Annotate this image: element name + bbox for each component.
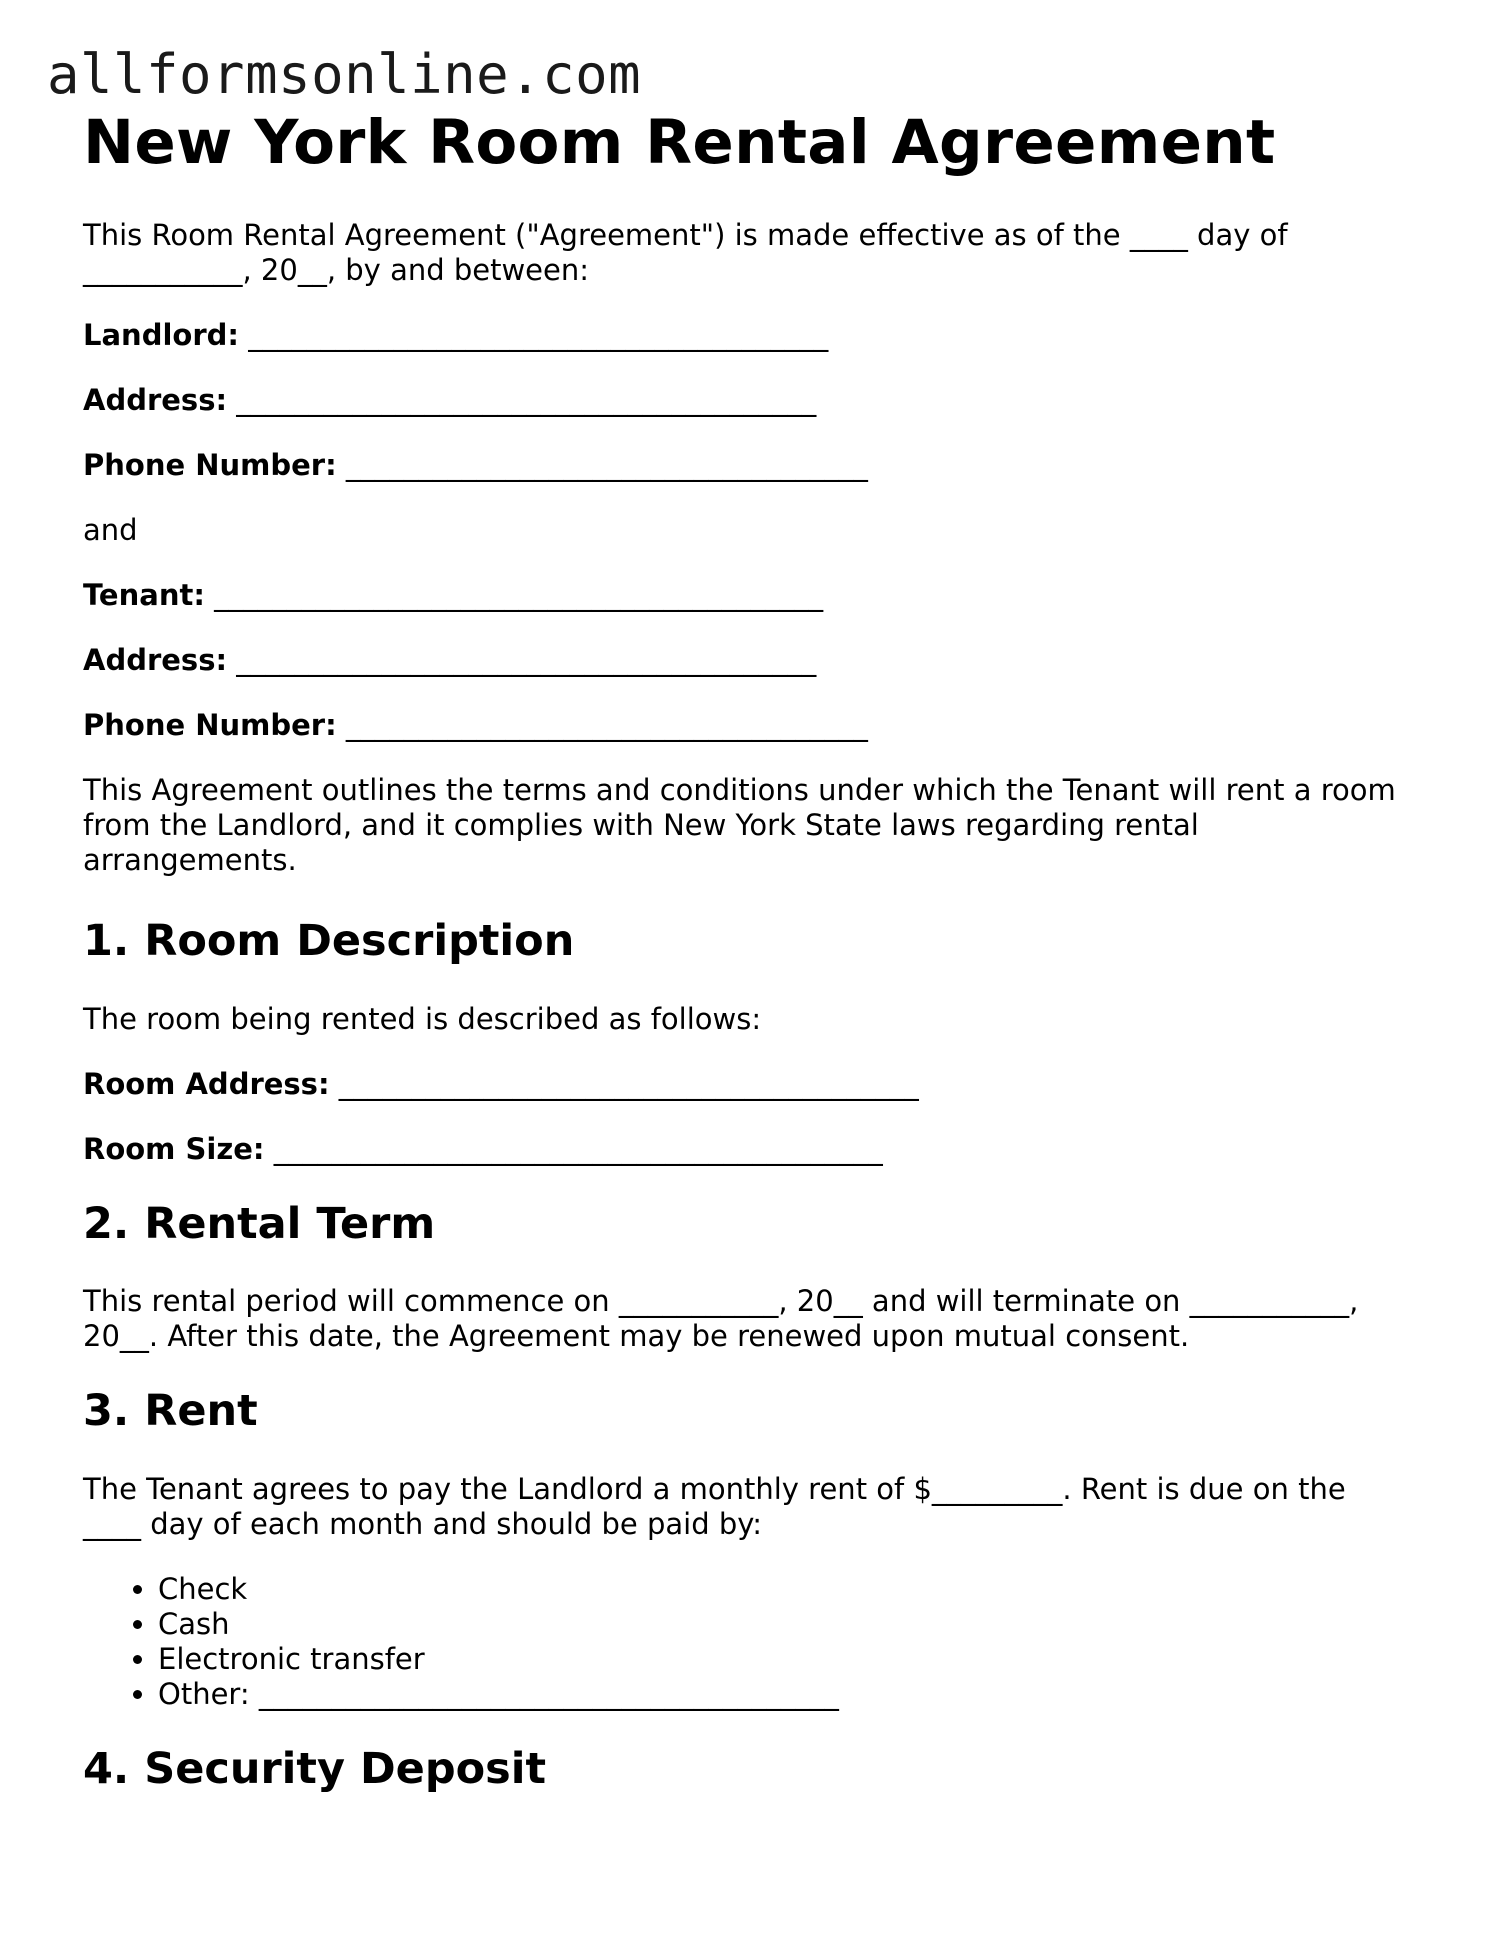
purpose-line: This Agreement outlines the terms and conditions under which the Tenant will rent a room (83, 773, 1396, 808)
list-item: • Electronic transfer (158, 1642, 1443, 1677)
tenant-address-field (83, 643, 1443, 678)
document-page (83, 108, 1443, 1796)
blank-line: __________________________________________ (214, 578, 824, 613)
list-item: • Check (158, 1572, 1443, 1607)
room-size-field (83, 1132, 1443, 1167)
field-label: Address: (83, 383, 228, 418)
rental-term-paragraph (83, 1284, 1443, 1354)
landlord-name-field (83, 318, 1443, 353)
field-label: Tenant: (83, 578, 205, 613)
field-label: Room Size: (83, 1131, 265, 1166)
blank-line: ________________________________________ (236, 643, 817, 678)
purpose-line: from the Landlord, and it complies with New York State laws regarding rental (83, 808, 1199, 843)
purpose-paragraph (83, 773, 1443, 878)
and-text: and (83, 513, 138, 548)
landlord-address-field (83, 383, 1443, 418)
field-label: Phone Number: (83, 708, 337, 743)
intro-line: This Room Rental Agreement ("Agreement") is made effective as of the ____ day of (83, 218, 1288, 253)
rent-line: ____ day of each month and should be paid by: (83, 1506, 763, 1541)
tenant-phone-field (83, 708, 1443, 743)
blank-line: ____________________________________ (345, 448, 868, 483)
blank-line: ________________________________________ (248, 318, 829, 353)
rent-paragraph (83, 1472, 1443, 1542)
blank-line: ________________________________________ (236, 383, 817, 418)
blank-line: __________________________________________ (273, 1131, 883, 1166)
section-heading-room-description: 1. Room Description (83, 916, 575, 967)
watermark: allformsonline.com (47, 43, 642, 106)
room-address-field (83, 1067, 1443, 1102)
rent-line: The Tenant agrees to pay the Landlord a monthly rent of $_________. Rent is due on the (83, 1471, 1346, 1506)
blank-line: ____________________________________ (345, 708, 868, 743)
room-description-text: The room being rented is described as follows: (83, 1001, 762, 1036)
list-item: • Other: ________________________________________ (158, 1677, 1443, 1712)
intro-paragraph (83, 218, 1443, 288)
rental-term-line: This rental period will commence on ___________, 20__ and will terminate on ___________, (83, 1284, 1359, 1319)
list-item: • Cash (158, 1607, 1443, 1642)
section-heading-rental-term: 2. Rental Term (83, 1198, 436, 1249)
field-label: Room Address: (83, 1066, 330, 1101)
intro-line: ___________, 20__, by and between: (83, 253, 590, 288)
field-label: Landlord: (83, 318, 239, 353)
section-heading-security-deposit: 4. Security Deposit (83, 1743, 547, 1794)
document-title: New York Room Rental Agreement (83, 107, 1276, 178)
payment-methods-list (83, 1572, 1443, 1712)
tenant-name-field (83, 578, 1443, 613)
section-heading-rent: 3. Rent (83, 1386, 258, 1437)
rental-term-line: 20__. After this date, the Agreement may be renewed upon mutual consent. (83, 1319, 1190, 1354)
landlord-phone-field (83, 448, 1443, 483)
field-label: Address: (83, 643, 228, 678)
blank-line: ________________________________________ (338, 1066, 919, 1101)
field-label: Phone Number: (83, 448, 337, 483)
purpose-line: arrangements. (83, 843, 297, 878)
